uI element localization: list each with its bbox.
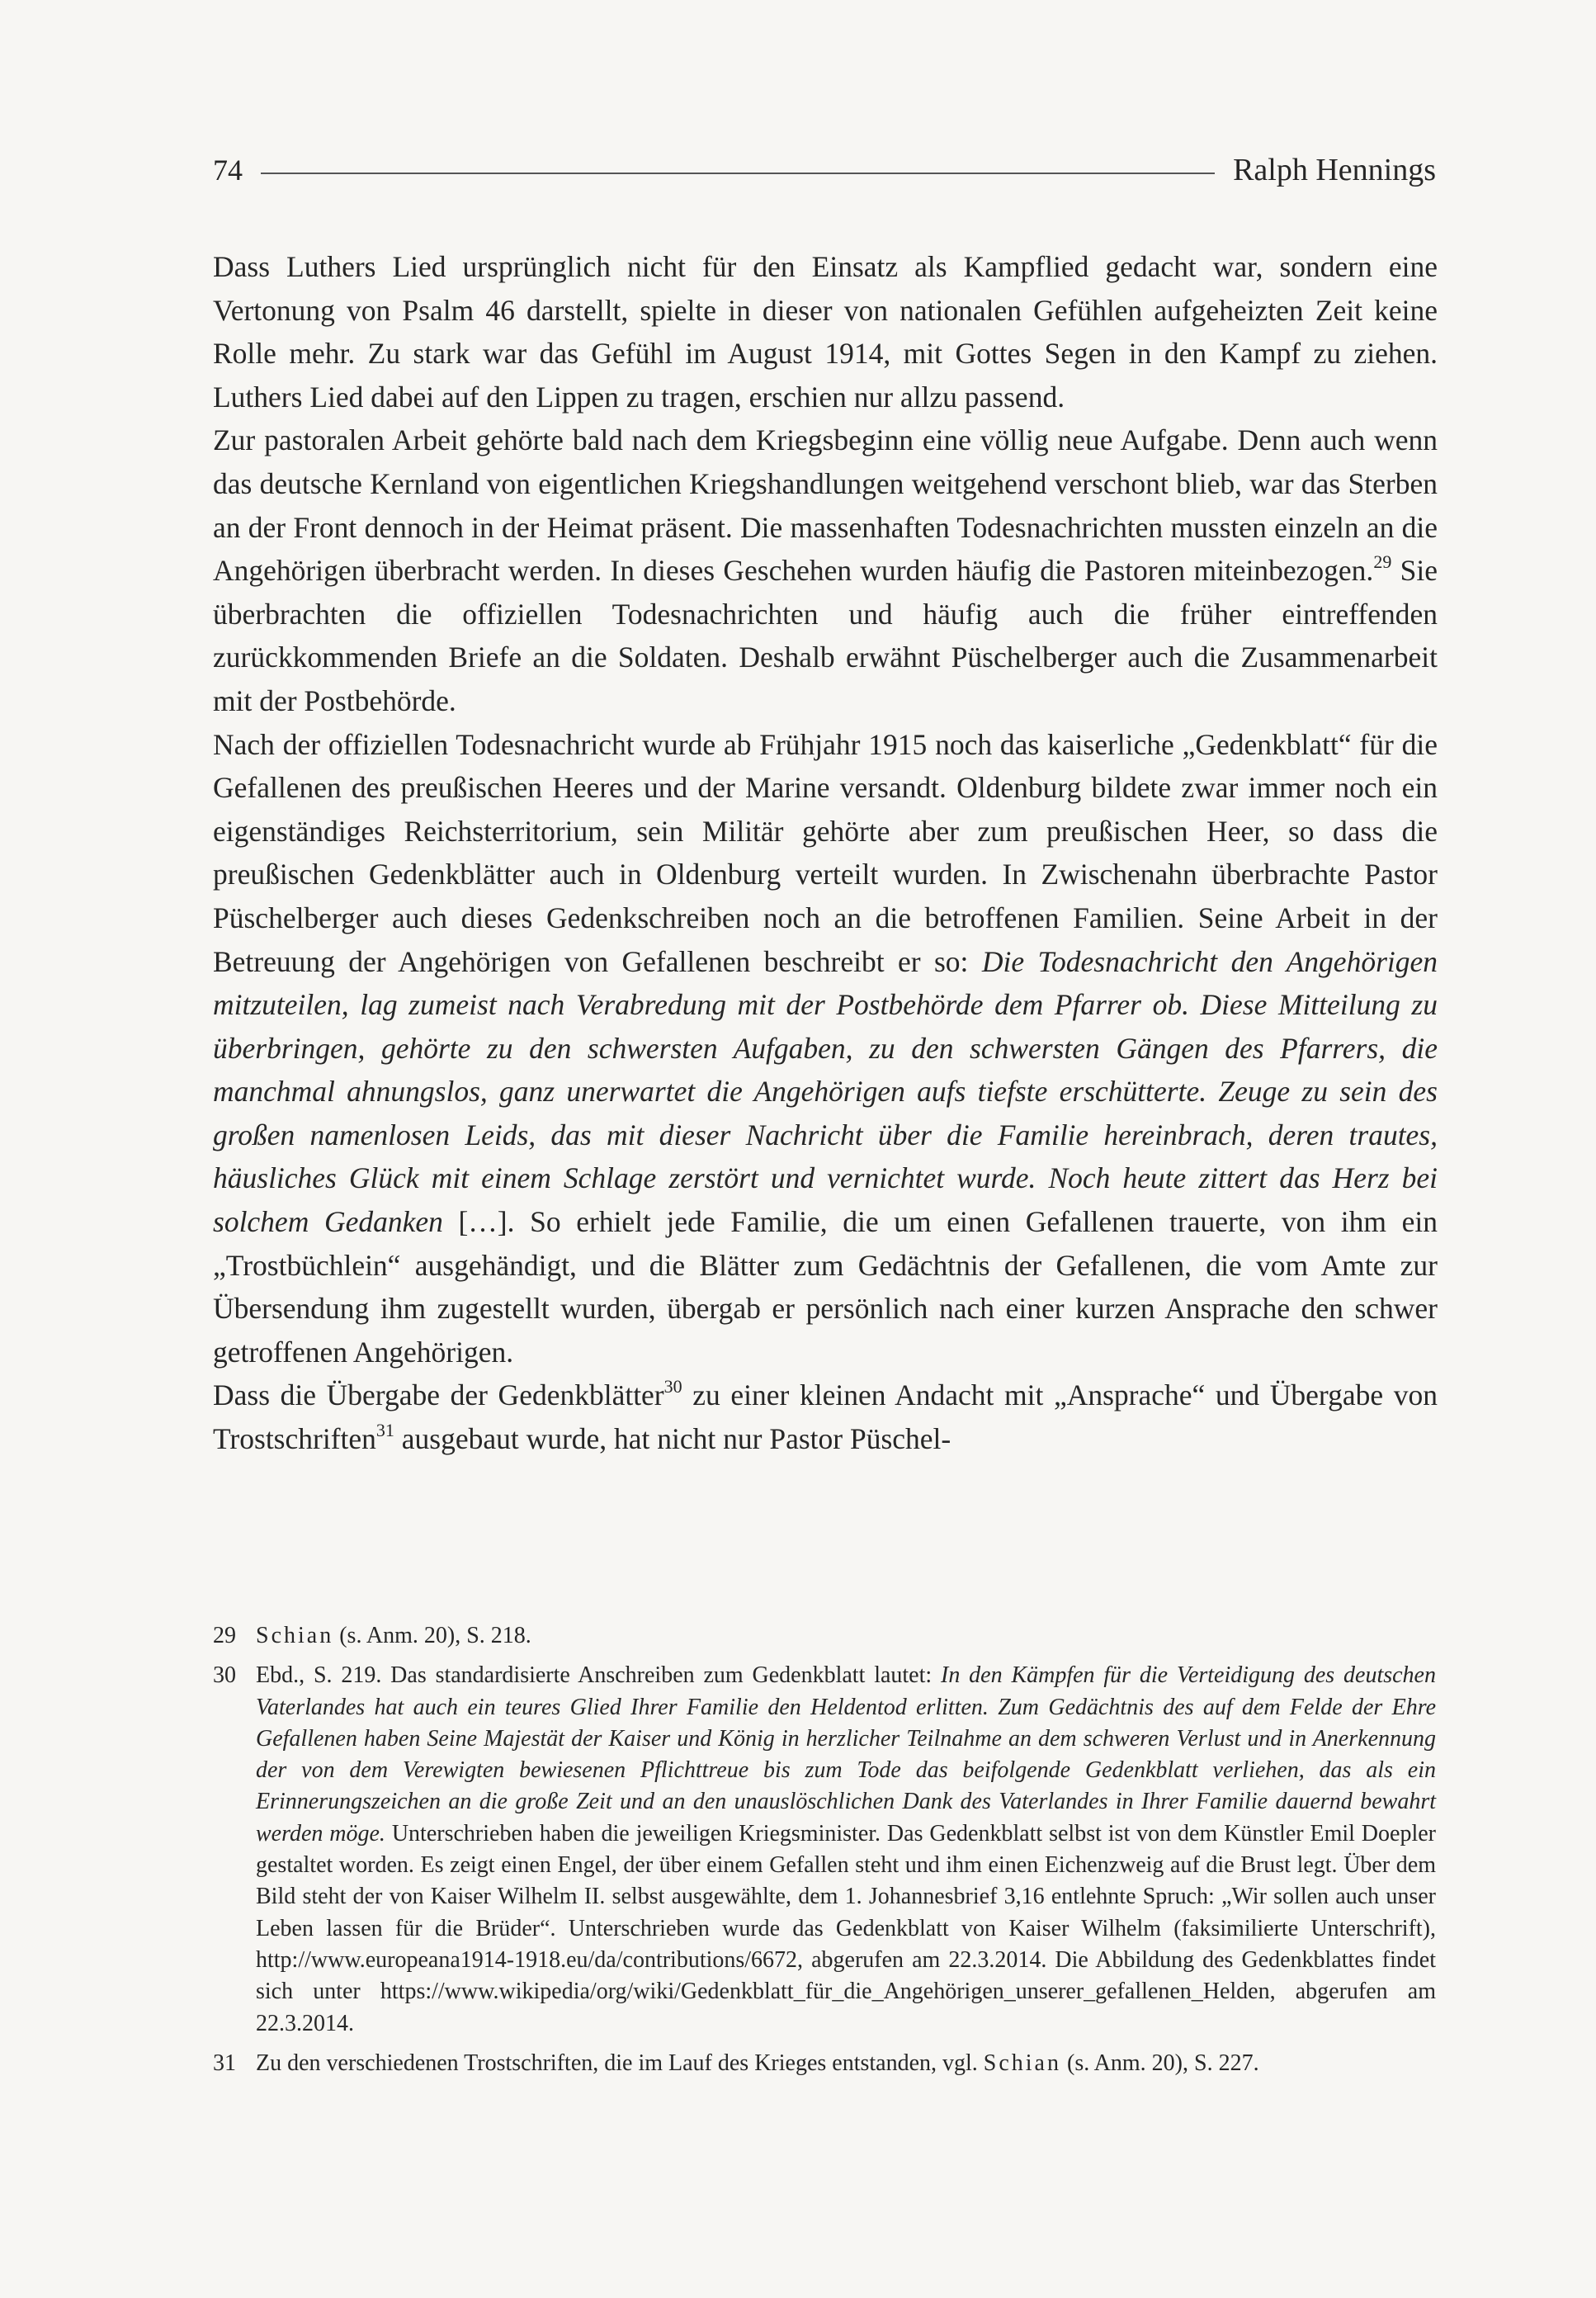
footnote-text — [256, 1660, 1436, 2040]
footnote-rest: Unterschrieben haben die jeweiligen Kriegsminister. Das Gedenkblatt selbst ist von dem Künstler Emil Doepler gestaltet worden. Es zeigt einen Engel, der über einem Gefallen steht und ihm einen Eichenzweig auf die Brust legt. Über dem Bild steht der von Kaiser Wilhelm II. selbst ausgewählte, dem 1. Johannesbrief 3,16 entlehnte Spruch: „Wir sollen auch unser Leben lassen für die Brüder“. Unterschrieben wurde das Gedenkblatt von Kaiser Wilhelm (faksimilierte Unterschrift), http://www.europeana1914-1918.eu/da/contributions/6672, abgerufen am 22.3.2014. Die Abbildung des Gedenkblattes findet sich unter https://www.wikipedia/org/wiki/Gedenkblatt_für_die_Angehörigen_unserer_gefallenen_Helden, abgerufen am 22.3.2014. — [256, 1820, 1436, 2036]
paragraph-4-text-b: zu einer kleinen Andacht mit „Ansprache“ und Übergabe von Trostschriften — [213, 1378, 1438, 1456]
paragraph-2-text-b: Sie überbrachten die offiziellen Todesnachrichten und häufig auch die früher eintreffenden zurückkommenden Briefe an die Soldaten. Deshalb erwähnt Püschelberger auch die Zusammenarbeit mit der Postbehörde. — [213, 554, 1438, 717]
page-header — [213, 149, 1436, 192]
footnote-text — [256, 1620, 1436, 1652]
paragraph-3-text-a: Nach der offiziellen Todesnachricht wurde ab Frühjahr 1915 noch das kaiserliche „Gedenkblatt“ für die Gefallenen des preußischen Heeres und der Marine versandt. Oldenburg bildete zwar immer noch ein eigenständiges Reichsterritorium, sein Militär gehörte aber zum preußischen Heer, so dass die preußischen Gedenkblätter auch in Oldenburg verteilt wurden. In Zwischenahn überbrachte Pastor Püschelberger auch dieses Gedenkschreiben noch an die betroffenen Familien. Seine Arbeit in der Betreuung der Angehörigen von Gefallenen beschreibt er so: — [213, 727, 1438, 978]
running-head: Ralph Hennings — [1233, 153, 1436, 187]
footnote-ref-31[interactable]: 31 — [375, 1420, 394, 1441]
paragraph-2-text-a: Zur pastoralen Arbeit gehörte bald nach dem Kriegsbeginn eine völlig neue Aufgabe. Denn auch wenn das deutsche Kernland von eigentlichen Kriegshandlungen weitgehend verschont blieb, war das Sterben an der Front dennoch in der Heimat präsent. Die massenhaften Todesnachrichten mussten einzeln an die Angehörigen überbracht werden. In dieses Geschehen wurden häufig die Pastoren miteinbezogen. — [213, 423, 1438, 588]
footnote-author: Schian — [256, 1623, 334, 1648]
footnote-citation: (s. Anm. 20), S. 227. — [1061, 2050, 1259, 2076]
footnote-text — [256, 2048, 1436, 2079]
footnote-number: 31 — [213, 2050, 236, 2076]
footnote-ref-30[interactable]: 30 — [663, 1376, 682, 1397]
footnote-31 — [213, 2048, 1436, 2079]
paragraph-4 — [213, 1374, 1438, 1460]
paragraph-4-text-a: Dass die Übergabe der Gedenkblätter — [213, 1378, 664, 1412]
footnote-29 — [213, 1620, 1436, 1652]
header-rule — [261, 173, 1215, 174]
footnote-lead: Ebd., S. 219. Das standardisierte Anschreiben zum Gedenkblatt lautet: — [256, 1662, 942, 1689]
footnote-number: 30 — [213, 1662, 236, 1689]
footnote-citation: (s. Anm. 20), S. 218. — [333, 1623, 531, 1648]
footnote-author: Schian — [983, 2050, 1061, 2076]
footnote-lead: Zu den verschiedenen Trostschriften, die im Lauf des Krieges entstanden, vgl. — [256, 2050, 984, 2076]
paragraph-4-text-c: ausgebaut wurde, hat nicht nur Pastor Püschel- — [394, 1422, 951, 1456]
body-text — [213, 245, 1438, 1461]
footnote-quote: In den Kämpfen für die Verteidigung des deutschen Vaterlandes hat auch ein teures Glied Ihrer Familie den Heldentod erlitten. Zum Gedächtnis des auf dem Felde der Ehre Gefallenen haben Seine Majestät der Kaiser und König in herzlicher Teilnahme an dem schweren Verlust und in Anerkennung der von dem Verewigten bewiesenen Pflichttreue bis zum Tode das beifolgende Gedenkblatt verliehen, das als ein Erinnerungszeichen an die große Zeit und an den unauslöschlichen Dank des Vaterlandes in Ihrer Familie dauernd bewahrt werden möge. — [256, 1662, 1436, 1846]
footnote-30 — [213, 1660, 1436, 2040]
paragraph-2 — [213, 418, 1438, 722]
footnotes — [213, 1620, 1436, 2079]
paragraph-3-quote: Die Todesnachricht den Angehörigen mitzuteilen, lag zumeist nach Verabredung mit der Postbehörde dem Pfarrer ob. Diese Mitteilung zu überbringen, gehörte zu den schwersten Aufgaben, zu den schwersten Gängen des Pfarrers, die manchmal ahnungslos, ganz unerwartet die Angehörigen aufs tiefste erschütterte. Zeuge zu sein des großen namenlosen Leids, das mit dieser Nachricht über die Familie hereinbrach, deren trautes, häusliches Glück mit einem Schlage zerstört und vernichtet wurde. Noch heute zittert das Herz bei solchem Gedanken — [213, 944, 1438, 1239]
page-number: 74 — [213, 154, 243, 187]
paragraph-3 — [213, 723, 1438, 1374]
footnote-number: 29 — [213, 1623, 236, 1648]
footnote-ref-29[interactable]: 29 — [1373, 551, 1392, 573]
paragraph-1: Dass Luthers Lied ursprünglich nicht für den Einsatz als Kampflied gedacht war, sondern eine Vertonung von Psalm 46 darstellt, spielte in dieser von nationalen Gefühlen aufgeheizten Zeit keine Rolle mehr. Zu stark war das Gefühl im August 1914, mit Gottes Segen in den Kampf zu ziehen. Luthers Lied dabei auf den Lippen zu tragen, erschien nur allzu passend. — [213, 250, 1438, 414]
paragraph-3-text-b: […]. So erhielt jede Familie, die um einen Gefallenen trauerte, von ihm ein „Trostbüchlein“ ausgehändigt, und die Blätter zum Gedächtnis der Gefallenen, die vom Amte zur Übersendung ihm zugestellt wurden, übergab er persönlich nach einer kurzen Ansprache den schwer getroffenen Angehörigen. — [213, 1205, 1438, 1369]
